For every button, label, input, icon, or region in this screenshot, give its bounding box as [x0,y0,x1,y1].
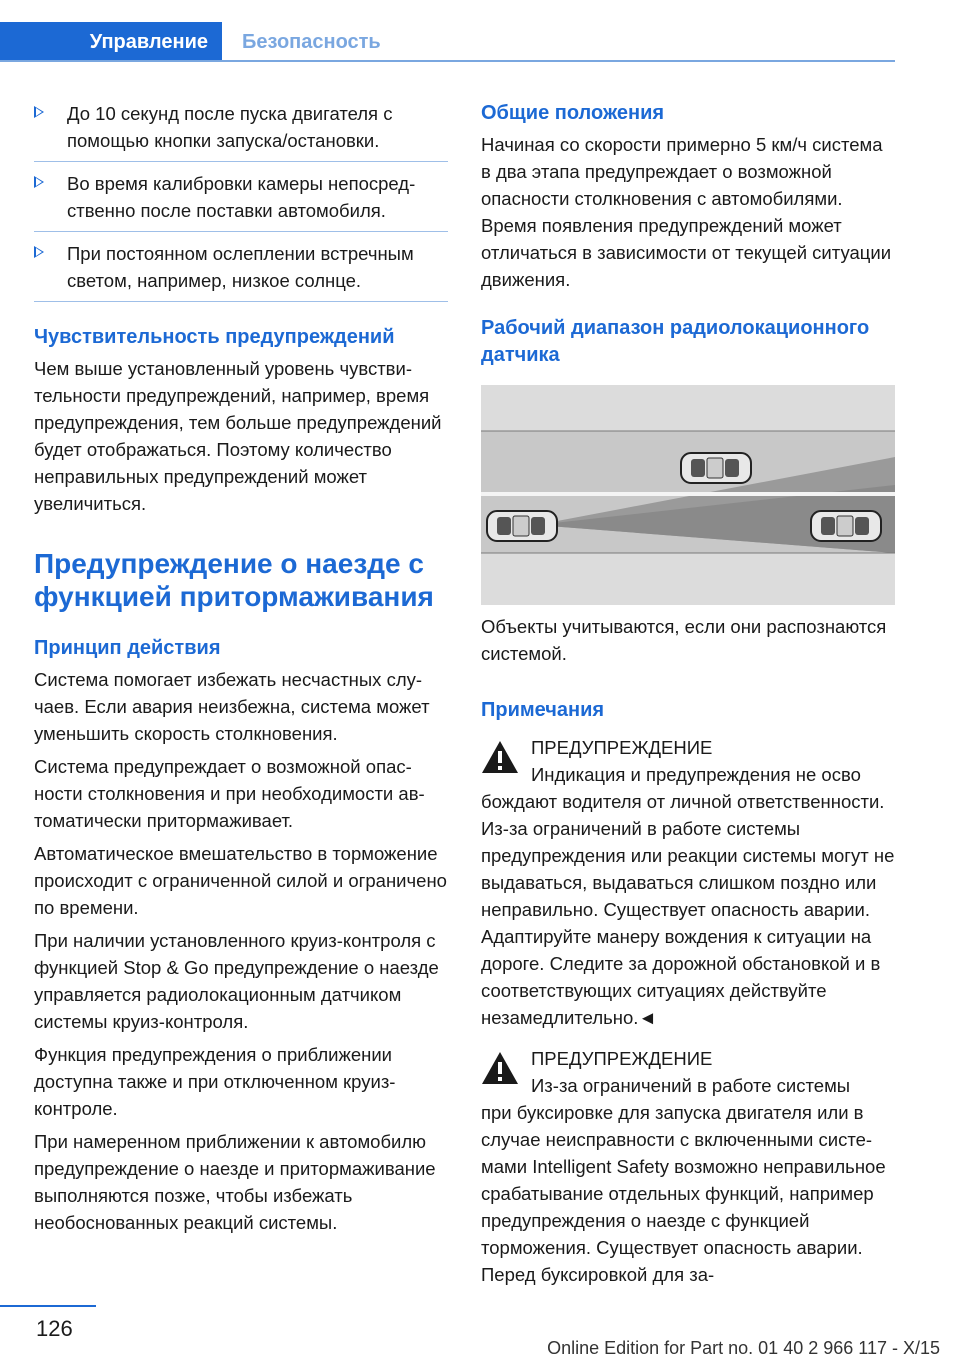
warning-block [481,1045,895,1288]
warning-block [481,734,895,1031]
warning-triangle-icon [481,740,519,774]
paragraph: Система предупреждает о возможной опасности столкновения и при необходимости автоматически притормаживает. [34,756,425,831]
paragraph: При наличии установленного круиз-контроля с функцией Stop & Go предупреждение о наезде управляется радиолокационным датчиком системы круиз-контроля. [34,930,439,1032]
notes-heading: Примечания [481,699,605,721]
bullet-triangle-icon [34,246,44,258]
radar-range-illustration [481,385,895,605]
header [0,0,960,62]
bullet-triangle-icon [34,106,44,118]
warning-text-first: Индикация и предупреждения не осво [531,764,861,785]
warning-text-first: Из-за ограничений в работе системы [531,1075,851,1096]
section-title: Предупреждение о наезде с функцией притормаживания [34,548,434,612]
list-item: До 10 секунд после пуска двигателя с помощью кнопки запуска/остановки. [34,100,448,162]
warning-text: при буксировке для запуска двигателя или в случае неисправности с включенными системами Intelligent Safety возможно неправильное срабатывание отдельных функций, например предупреждения о наезде с функцией торможения. Существует опасность аварии. Перед буксировкой для за- [481,1102,886,1285]
figure-caption: Объекты учитываются, если они распознаются системой. [481,616,887,664]
bullet-triangle-icon [34,176,44,188]
right-column [481,100,895,1288]
warning-title: ПРЕДУПРЕЖДЕНИЕ [531,1048,713,1069]
principle-heading: Принцип действия [34,637,221,659]
edition-footer: Online Edition for Part no. 01 40 2 966 117 - X/15 [547,1338,940,1358]
car-icon [811,511,881,541]
sensitivity-heading: Чувствительность предупреждений [34,326,395,348]
paragraph: Система помогает избежать несчастных случаев. Если авария неизбежна, система может уменьшить скорость столкновения. [34,669,430,744]
tab-safety[interactable]: Безопасность [242,30,381,53]
left-column [34,100,448,1242]
page-number: 126 [36,1316,73,1341]
general-heading: Общие положения [481,102,665,124]
page-number-rule [0,1305,96,1307]
warning-title: ПРЕДУПРЕЖДЕНИЕ [531,737,713,758]
car-icon [681,453,751,483]
car-icon [487,511,557,541]
general-text: Начиная со скорости примерно 5 км/ч система в два этапа предупреждает о возможной опасности столкновения с автомобилями. Время появления предупреждений может отличаться в зависимости от текущей ситуации движения. [481,134,892,290]
header-divider [0,60,895,62]
conditions-list [34,100,448,302]
sensitivity-text: Чем выше установленный уровень чувствительности предупреждений, например, время предупреждения, тем больше предупреждений будет отображаться. Поэтому количество неправильных предупреждений может увеличиться. [34,358,442,514]
paragraph: Автоматическое вмешательство в торможение происходит с ограниченной силой и ограничено по времени. [34,843,447,918]
warning-text: бождают водителя от личной ответственности. Из-за ограничений в работе системы предупреждения или реакции системы могут не выдаваться, выдаваться слишком поздно или неправильно. Существует опасность аварии. Адаптируйте манеру вождения к ситуации на дороге. Следите за дорожной обстановкой и в соответствующих ситуациях действуйте незамедлительно.◄ [481,791,895,1028]
range-heading: Рабочий диапазон радиолокационного датчика [481,317,870,366]
list-item: Во время калибровки камеры непосредственно после поставки автомобиля. [34,170,448,232]
paragraph: Функция предупреждения о приближении доступна также и при отключенном круиз-контроле. [34,1044,396,1119]
tab-control[interactable]: Управление [0,22,222,62]
warning-triangle-icon [481,1051,519,1085]
list-item: При постоянном ослеплении встречным светом, например, низкое солнце. [34,240,448,302]
paragraph: При намеренном приближении к автомобилю предупреждение о наезде и притормаживание выполняются позже, чтобы избежать необоснованных реакций системы. [34,1131,436,1233]
